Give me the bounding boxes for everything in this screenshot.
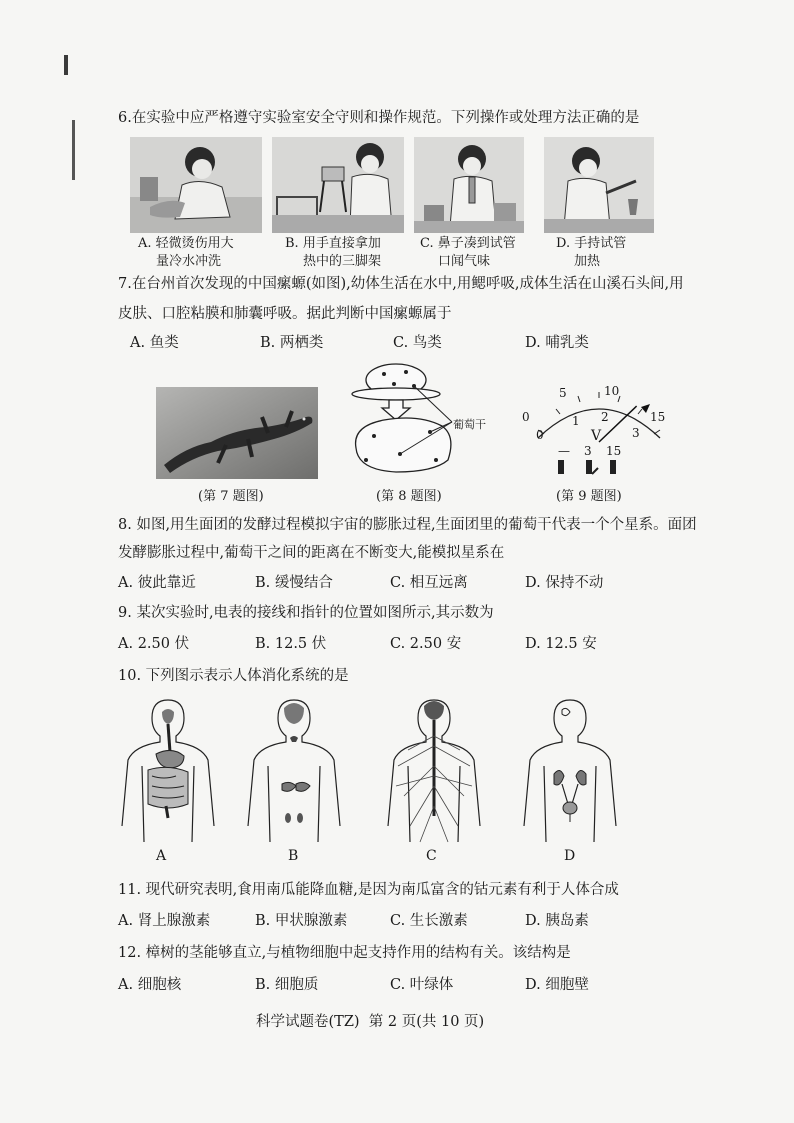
page-footer: 科学试题卷(TZ) 第 2 页(共 10 页) xyxy=(256,1014,485,1030)
q9-option-c: C. 2.50 安 xyxy=(390,636,462,652)
q9-outer-tick-5: 5 xyxy=(559,386,567,400)
q8-option-b: B. 缓慢结合 xyxy=(255,575,333,591)
q9-outer-tick-10: 10 xyxy=(604,384,620,398)
q11-option-b: B. 甲状腺激素 xyxy=(255,913,348,929)
q6-option-d-line2: 加热 xyxy=(574,254,601,269)
q6-stem: 6.在实验中应严格遵守实验室安全守则和操作规范。下列操作或处理方法正确的是 xyxy=(118,110,640,126)
q8-raisin-label: 葡萄干 xyxy=(453,418,486,431)
q10-label-b: B xyxy=(288,848,299,864)
q9-inner-tick-3: 3 xyxy=(632,426,640,440)
q7-option-d: D. 哺乳类 xyxy=(525,335,589,351)
q6-option-c-line2: 口闻气味 xyxy=(438,254,491,269)
q9-figure-caption: (第 9 题图) xyxy=(556,489,622,504)
q8-option-d: D. 保持不动 xyxy=(525,575,604,591)
q9-inner-tick-0: 0 xyxy=(536,428,544,442)
q10-stem: 10. 下列图示表示人体消化系统的是 xyxy=(118,668,349,684)
q9-option-d: D. 12.5 安 xyxy=(525,636,597,652)
q9-terminal-15: 15 xyxy=(606,444,622,458)
q10-figure-b-endocrine xyxy=(244,696,344,846)
q7-option-c: C. 鸟类 xyxy=(393,335,442,351)
q6-option-a-line2: 量冷水冲洗 xyxy=(156,254,222,269)
q11-stem: 11. 现代研究表明,食用南瓜能降血糖,是因为南瓜富含的钴元素有利于人体合成 xyxy=(118,882,619,898)
q9-option-a: A. 2.50 伏 xyxy=(118,636,190,652)
q6-option-b-line1: B. 用手直接拿加 xyxy=(285,236,381,251)
q6-image-c xyxy=(414,137,524,233)
q7-stem-line1: 7.在台州首次发现的中国瘰螈(如图),幼体生活在水中,用鳃呼吸,成体生活在山溪石头间,用 xyxy=(118,276,684,292)
q10-figure-c-nervous xyxy=(384,696,484,846)
q6-option-d-line1: D. 手持试管 xyxy=(556,236,627,251)
q9-inner-tick-1: 1 xyxy=(572,414,580,428)
q6-option-c-line1: C. 鼻子凑到试管 xyxy=(420,236,516,251)
q6-image-b xyxy=(272,137,404,233)
q10-label-a: A xyxy=(156,848,167,864)
q9-unit-label: V xyxy=(591,428,602,444)
q10-label-d: D xyxy=(564,848,576,864)
q6-option-b-line2: 热中的三脚架 xyxy=(303,254,382,269)
q8-figure-caption: (第 8 题图) xyxy=(376,489,442,504)
q9-stem: 9. 某次实验时,电表的接线和指针的位置如图所示,其示数为 xyxy=(118,605,494,621)
q12-option-b: B. 细胞质 xyxy=(255,977,319,993)
q6-option-a-line1: A. 轻微烫伤用大 xyxy=(138,236,234,251)
q9-terminal-3: 3 xyxy=(584,444,592,458)
scan-edge-mark-left xyxy=(72,120,75,180)
q9-option-b: B. 12.5 伏 xyxy=(255,636,327,652)
q7-option-a: A. 鱼类 xyxy=(130,335,179,351)
q7-salamander-photo xyxy=(156,387,318,479)
q10-figure-d-urinary xyxy=(520,696,620,846)
q12-option-d: D. 细胞壁 xyxy=(525,977,589,993)
q7-option-b: B. 两栖类 xyxy=(260,335,324,351)
q9-inner-tick-2: 2 xyxy=(601,410,609,424)
q8-option-c: C. 相互远离 xyxy=(390,575,468,591)
q6-image-a xyxy=(130,137,262,233)
q9-outer-tick-0: 0 xyxy=(522,410,530,424)
q12-stem: 12. 樟树的茎能够直立,与植物细胞中起支持作用的结构有关。该结构是 xyxy=(118,945,571,961)
q8-stem-line2: 发酵膨胀过程中,葡萄干之间的距离在不断变大,能模拟星系在 xyxy=(118,545,505,561)
q8-stem-line1: 8. 如图,用生面团的发酵过程模拟宇宙的膨胀过程,生面团里的葡萄干代表一个个星系。面团 xyxy=(118,517,697,533)
q11-option-a: A. 肾上腺激素 xyxy=(118,913,211,929)
q10-label-c: C xyxy=(426,848,437,864)
q11-option-c: C. 生长激素 xyxy=(390,913,468,929)
q9-terminal-negative: — xyxy=(558,444,570,458)
q11-option-d: D. 胰岛素 xyxy=(525,913,589,929)
scan-edge-mark-top xyxy=(64,55,68,75)
q7-figure-caption: (第 7 题图) xyxy=(198,489,264,504)
q6-image-d xyxy=(544,137,654,233)
q8-option-a: A. 彼此靠近 xyxy=(118,575,196,591)
q10-figure-a-digestive xyxy=(118,696,218,846)
q9-terminal-posts xyxy=(554,458,624,478)
q9-outer-tick-15: 15 xyxy=(650,410,666,424)
q7-stem-line2: 皮肤、口腔粘膜和肺囊呼吸。据此判断中国瘰螈属于 xyxy=(118,306,452,322)
q12-option-a: A. 细胞核 xyxy=(118,977,182,993)
q12-option-c: C. 叶绿体 xyxy=(390,977,454,993)
